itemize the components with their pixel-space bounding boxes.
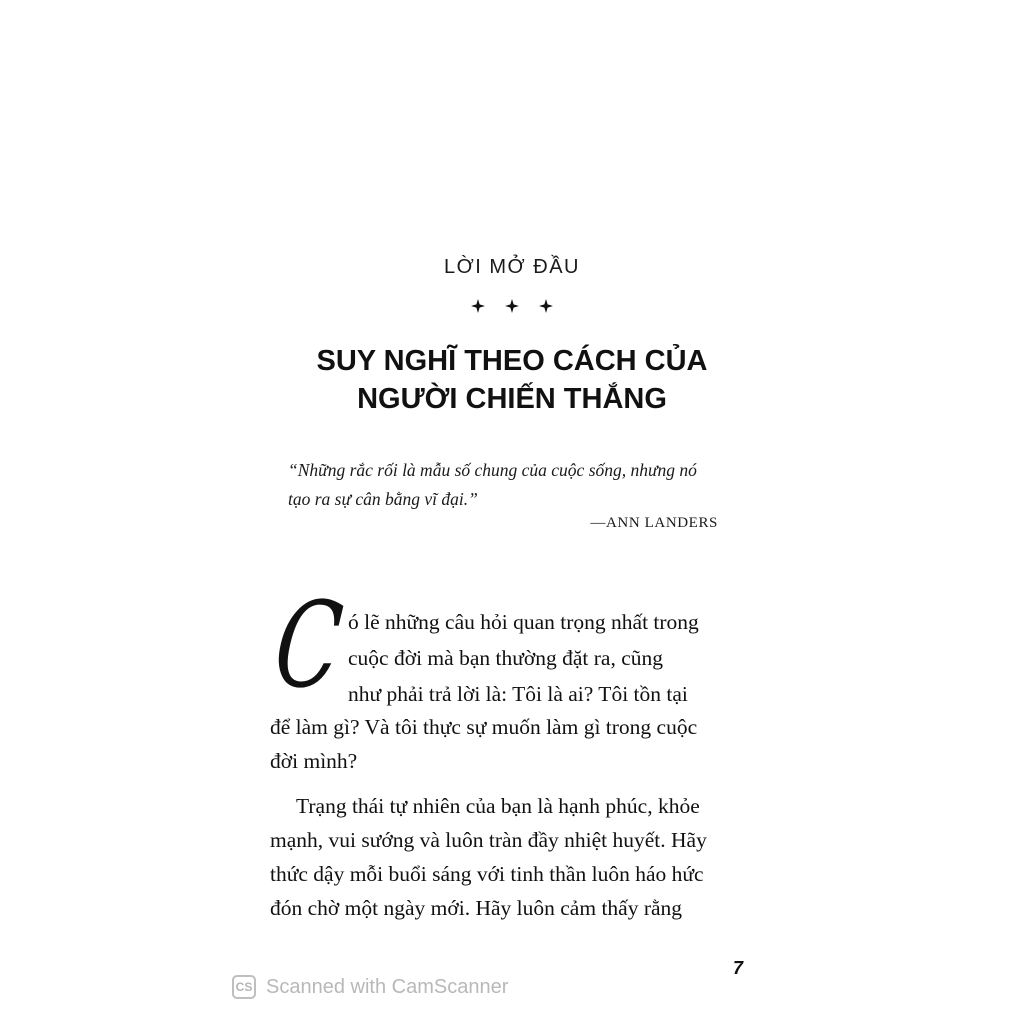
- text-line: cuộc đời mà bạn thường đặt ra, cũng: [348, 646, 663, 670]
- text-line: để làm gì? Và tôi thực sự muốn làm gì trong cuộc: [270, 715, 698, 739]
- four-point-star-icon: [505, 299, 519, 313]
- quote-attribution: —ANN LANDERS: [590, 515, 718, 531]
- chapter-title: [0, 342, 1024, 418]
- four-point-star-icon: [471, 299, 485, 313]
- text-line: như phải trả lời là: Tôi là ai? Tôi tồn tại: [348, 682, 688, 706]
- text-line: đón chờ một ngày mới. Hãy luôn cảm thấy rằng: [270, 896, 683, 920]
- quote-line: “Những rắc rối là mẫu số chung của cuộc sống, nhưng nó: [288, 460, 697, 480]
- chapter-label: LỜI MỞ ĐẦU: [444, 256, 580, 278]
- camscanner-logo-icon: CS: [232, 975, 256, 999]
- title-line: SUY NGHĨ THEO CÁCH CỦA: [316, 345, 708, 377]
- camscanner-watermark: [232, 975, 508, 999]
- text-line: ó lẽ những câu hỏi quan trọng nhất trong: [348, 610, 699, 634]
- title-line: NGƯỜI CHIẾN THẮNG: [357, 383, 667, 415]
- four-point-star-icon: [539, 299, 553, 313]
- watermark-text: Scanned with CamScanner: [266, 975, 509, 998]
- quote-line: tạo ra sự cân bằng vĩ đại.”: [288, 489, 478, 509]
- text-line: Trạng thái tự nhiên của bạn là hạnh phúc, khỏe: [296, 794, 700, 818]
- text-line: đời mình?: [270, 749, 358, 773]
- epigraph-quote: [288, 456, 788, 514]
- ornament-divider: [0, 299, 1024, 313]
- page-number: 7: [733, 958, 744, 978]
- text-line: mạnh, vui sướng và luôn tràn đầy nhiệt huyết. Hãy: [270, 828, 707, 852]
- drop-cap: C: [269, 576, 349, 714]
- text-line: thức dậy mỗi buổi sáng với tinh thần luôn háo hức: [270, 862, 704, 886]
